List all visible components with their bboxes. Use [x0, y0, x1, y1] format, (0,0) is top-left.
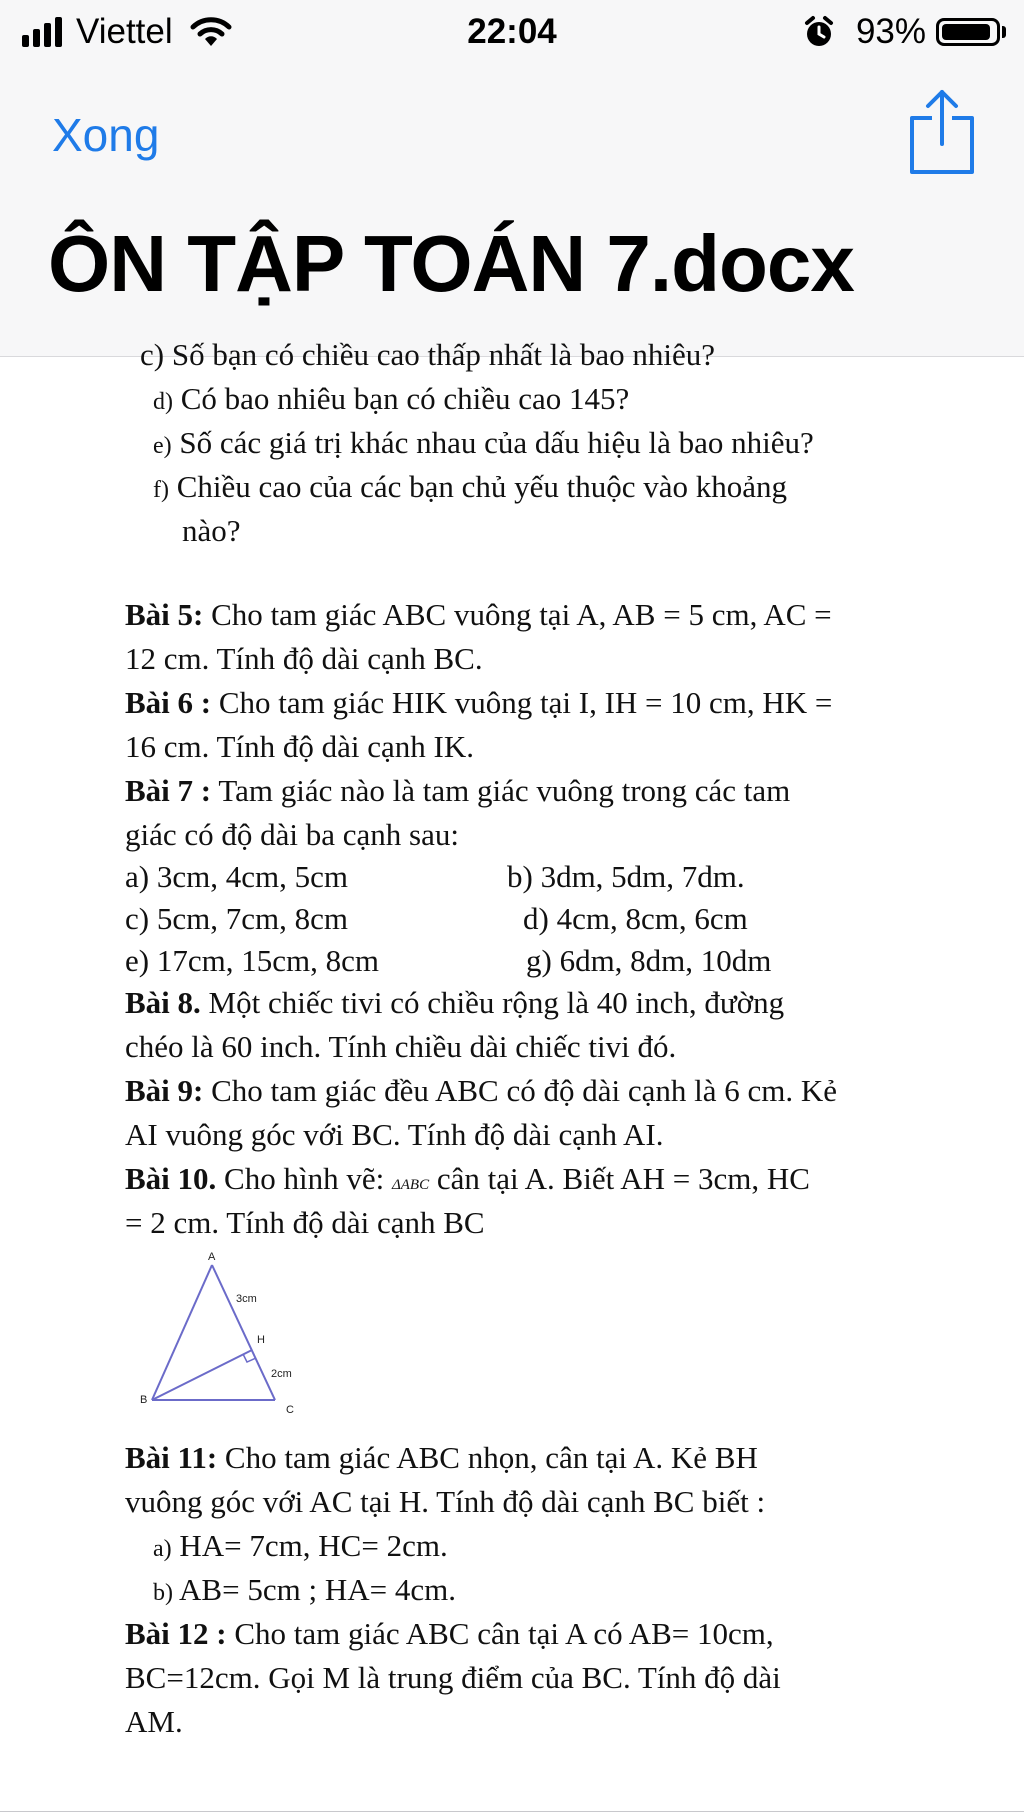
- question-f: f) Chiều cao của các bạn chủ yếu thuộc vào khoảng: [153, 469, 788, 504]
- bai8-cont: chéo là 60 inch. Tính chiều dài chiếc tivi đó.: [125, 1029, 677, 1064]
- label-h: H: [257, 1334, 265, 1346]
- done-button[interactable]: Xong: [52, 109, 160, 161]
- status-right: [804, 12, 1006, 52]
- bai5: Bài 5: Cho tam giác ABC vuông tại A, AB = 5 cm, AC =: [125, 597, 832, 632]
- bai12-cont2: AM.: [125, 1704, 183, 1739]
- question-f-cont: nào?: [182, 513, 241, 548]
- bai7: Bài 7 : Tam giác nào là tam giác vuông trong các tam: [125, 773, 791, 808]
- share-icon[interactable]: [908, 88, 976, 176]
- document-page[interactable]: [0, 337, 1024, 1811]
- bai7-option-a: a) 3cm, 4cm, 5cm: [125, 859, 348, 894]
- bai7-option-d: d) 4cm, 8cm, 6cm: [523, 901, 748, 936]
- bai9: Bài 9: Cho tam giác đều ABC có độ dài cạnh là 6 cm. Kẻ: [125, 1073, 837, 1108]
- bai11-item-b: b) AB= 5cm ; HA= 4cm.: [153, 1572, 456, 1607]
- label-a: A: [208, 1251, 216, 1263]
- bai6-cont: 16 cm. Tính độ dài cạnh IK.: [125, 729, 474, 764]
- bai12-cont: BC=12cm. Gọi M là trung điểm của BC. Tính độ dài: [125, 1660, 781, 1695]
- bai12: Bài 12 : Cho tam giác ABC cân tại A có AB= 10cm,: [125, 1616, 774, 1651]
- status-bar: [0, 0, 1024, 70]
- carrier-name: Viettel: [76, 12, 173, 51]
- altitude-bh: [152, 1350, 252, 1400]
- bai7-option-e: e) 17cm, 15cm, 8cm: [125, 943, 379, 978]
- question-e: e) Số các giá trị khác nhau của dấu hiệu là bao nhiêu?: [153, 425, 814, 460]
- label-b: B: [140, 1394, 148, 1406]
- bai7-option-g: g) 6dm, 8dm, 10dm: [526, 943, 772, 978]
- triangle-symbol: ΔABC: [391, 1177, 430, 1193]
- length-ah: 3cm: [236, 1293, 257, 1305]
- bai6: Bài 6 : Cho tam giác HIK vuông tại I, IH = 10 cm, HK =: [125, 685, 833, 720]
- bottom-divider: [0, 1811, 1024, 1812]
- battery-percent: 93%: [855, 12, 926, 51]
- side-ab: [152, 1265, 212, 1400]
- side-ac: [212, 1265, 275, 1400]
- bai11-cont: vuông góc với AC tại H. Tính độ dài cạnh BC biết :: [125, 1484, 766, 1519]
- bai7-cont: giác có độ dài ba cạnh sau:: [125, 817, 459, 852]
- bai10-cont: = 2 cm. Tính độ dài cạnh BC: [125, 1205, 485, 1240]
- document-title: ÔN TẬP TOÁN 7.docx: [48, 219, 854, 308]
- document-header: [0, 70, 1024, 357]
- question-d: d) Có bao nhiêu bạn có chiều cao 145?: [153, 381, 630, 416]
- status-time: 22:04: [467, 12, 557, 51]
- clipped-question-line: c) Số bạn có chiều cao thấp nhất là bao nhiêu?: [140, 337, 715, 372]
- bai8: Bài 8. Một chiếc tivi có chiều rộng là 40 inch, đường: [125, 985, 785, 1020]
- bai11: Bài 11: Cho tam giác ABC nhọn, cân tại A. Kẻ BH: [125, 1440, 758, 1475]
- label-c: C: [286, 1404, 294, 1416]
- alarm-icon: [804, 16, 834, 48]
- bai7-option-c: c) 5cm, 7cm, 8cm: [125, 901, 348, 936]
- triangle-figure: [140, 1250, 310, 1430]
- bai10: Bài 10. Cho hình vẽ: ΔABC cân tại A. Biết AH = 3cm, HC: [125, 1161, 810, 1196]
- bai9-cont: AI vuông góc với BC. Tính độ dài cạnh AI.: [125, 1117, 664, 1152]
- bai5-cont: 12 cm. Tính độ dài cạnh BC.: [125, 641, 483, 676]
- bai7-option-b: b) 3dm, 5dm, 7dm.: [507, 859, 745, 894]
- battery-fill: [942, 24, 990, 40]
- battery-icon: [936, 18, 1006, 46]
- length-hc: 2cm: [271, 1368, 292, 1380]
- bai11-item-a: a) HA= 7cm, HC= 2cm.: [153, 1528, 448, 1563]
